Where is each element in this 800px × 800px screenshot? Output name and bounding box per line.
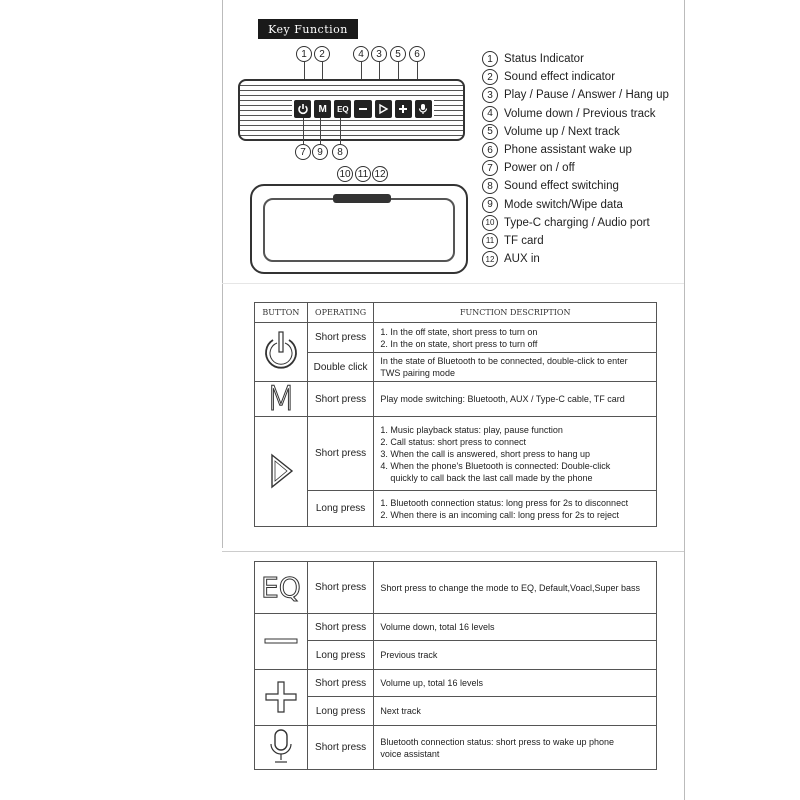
callout-2: 2 (314, 46, 330, 62)
page-edge-right (684, 0, 685, 800)
assistant-description (374, 726, 657, 770)
minus-key-icon (354, 100, 371, 118)
operating-short-press: Short press (307, 726, 374, 770)
legend-text: AUX in (504, 253, 540, 266)
description-line: 4. When the phone's Bluetooth is connected: Double-click (380, 460, 611, 471)
operating-short-press: Short press (307, 670, 374, 697)
legend-item (482, 250, 672, 268)
legend-item (482, 86, 672, 104)
speaker-port-panel (333, 194, 391, 203)
plus-icon (263, 679, 299, 715)
table-row (255, 353, 657, 382)
play-icon (266, 451, 296, 491)
callout-7: 7 (295, 144, 311, 160)
table-header-row (255, 303, 657, 323)
play-long-description (374, 491, 657, 527)
power-icon (262, 329, 300, 373)
play-key-icon (375, 100, 392, 118)
callout-12: 12 (372, 166, 388, 182)
legend-text: Mode switch/Wipe data (504, 198, 623, 211)
table-row (255, 491, 657, 527)
play-short-description (374, 417, 657, 491)
operating-short-press: Short press (307, 323, 374, 353)
legend-item (482, 105, 672, 123)
power-key-icon (294, 100, 311, 118)
operating-short-press: Short press (307, 382, 374, 417)
operating-long-press: Long press (307, 491, 374, 527)
table-row (255, 614, 657, 641)
leader-9 (320, 118, 321, 144)
microphone-icon (266, 727, 296, 767)
operating-short-press: Short press (307, 562, 374, 614)
mode-m-icon: M (266, 379, 296, 419)
description-line: quickly to call back the last call made by the phone (390, 472, 593, 483)
table-row (255, 382, 657, 417)
legend-text: Volume up / Next track (504, 125, 620, 138)
assistant-button-cell (255, 726, 308, 770)
operating-long-press: Long press (307, 641, 374, 670)
table-row (255, 697, 657, 726)
operating-double-click: Double click (307, 353, 374, 382)
leader-8 (340, 118, 341, 144)
header-operating: OPERATING (307, 303, 374, 323)
key-legend (482, 50, 672, 268)
description-line: 1. In the off state, short press to turn on (380, 326, 538, 337)
header-button: BUTTON (255, 303, 308, 323)
callout-3: 3 (371, 46, 387, 62)
callout-6: 6 (409, 46, 425, 62)
table-row (255, 641, 657, 670)
description-line: 2. In the on state, short press to turn off (380, 338, 538, 349)
table-row (255, 562, 657, 614)
legend-num: 9 (482, 197, 498, 213)
legend-text: Power on / off (504, 162, 575, 175)
description-line: 2. When there is an incoming call: long press for 2s to reject (380, 509, 620, 520)
description-line: TWS pairing mode (380, 368, 455, 378)
legend-num: 2 (482, 69, 498, 85)
table-row (255, 417, 657, 491)
legend-item (482, 123, 672, 141)
legend-text: Type-C charging / Audio port (504, 216, 650, 229)
description-line: voice assistant (380, 748, 440, 759)
legend-item (482, 50, 672, 68)
assistant-key-icon (415, 100, 432, 118)
legend-num: 10 (482, 215, 498, 231)
description-line: 3. When the call is answered, short press to hang up (380, 448, 591, 459)
legend-num: 8 (482, 178, 498, 194)
mode-description: Play mode switching: Bluetooth, AUX / Type-C cable, TF card (374, 382, 657, 417)
legend-num: 1 (482, 51, 498, 67)
description-line: 1. Bluetooth connection status: long press for 2s to disconnect (380, 497, 629, 508)
callout-9: 9 (312, 144, 328, 160)
legend-item (482, 159, 672, 177)
legend-num: 4 (482, 106, 498, 122)
page-edge-left (222, 0, 223, 548)
description-line: 2. Call status: short press to connect (380, 436, 526, 447)
play-button-cell (255, 417, 308, 527)
leader-7 (303, 118, 304, 144)
description-line: Bluetooth connection status: short press to wake up phone (380, 736, 615, 747)
legend-text: Sound effect indicator (504, 71, 616, 84)
legend-text: Volume down / Previous track (504, 107, 656, 120)
legend-num: 6 (482, 142, 498, 158)
legend-num: 5 (482, 124, 498, 140)
eq-icon: EQ (261, 570, 301, 604)
description-line: 1. Music playback status: play, pause function (380, 424, 563, 435)
eq-button-cell (255, 562, 308, 614)
page-edge-top-divider (222, 283, 684, 284)
callout-5: 5 (390, 46, 406, 62)
function-table-2 (254, 561, 657, 770)
callout-10: 10 (337, 166, 353, 182)
legend-item (482, 196, 672, 214)
power-double-description (374, 353, 657, 382)
eq-key-icon: EQ (334, 100, 351, 118)
minus-button-cell (255, 614, 308, 670)
legend-num: 11 (482, 233, 498, 249)
plus-button-cell (255, 670, 308, 726)
plus-short-description: Volume up, total 16 levels (374, 670, 657, 697)
function-table-1 (254, 302, 657, 527)
key-function-title: Key Function (258, 19, 358, 39)
legend-item (482, 214, 672, 232)
minus-long-description: Previous track (374, 641, 657, 670)
plus-long-description: Next track (374, 697, 657, 726)
eq-description: Short press to change the mode to EQ, Default,Voacl,Super bass (374, 562, 657, 614)
header-function-description: FUNCTION DESCRIPTION (374, 303, 657, 323)
speaker-button-strip (292, 99, 434, 119)
description-line: In the state of Bluetooth to be connected, double-click to enter (380, 356, 628, 366)
callout-11: 11 (355, 166, 371, 182)
operating-short-press: Short press (307, 417, 374, 491)
minus-icon (263, 636, 299, 646)
legend-num: 3 (482, 87, 498, 103)
legend-item (482, 141, 672, 159)
page-fold-line (222, 551, 684, 552)
legend-num: 7 (482, 160, 498, 176)
legend-item (482, 232, 672, 250)
legend-text: Status Indicator (504, 53, 584, 66)
callout-1: 1 (296, 46, 312, 62)
callout-4: 4 (353, 46, 369, 62)
operating-short-press: Short press (307, 614, 374, 641)
legend-item (482, 68, 672, 86)
legend-text: TF card (504, 234, 544, 247)
speaker-side-grille (263, 198, 455, 262)
minus-short-description: Volume down, total 16 levels (374, 614, 657, 641)
table-row (255, 323, 657, 353)
legend-text: Phone assistant wake up (504, 144, 632, 157)
legend-item (482, 177, 672, 195)
legend-text: Play / Pause / Answer / Hang up (504, 89, 669, 102)
legend-text: Sound effect switching (504, 180, 619, 193)
power-button-cell (255, 323, 308, 382)
power-short-description (374, 323, 657, 353)
mode-button-cell (255, 379, 308, 419)
callout-8: 8 (332, 144, 348, 160)
mode-key-icon: M (314, 100, 331, 118)
legend-num: 12 (482, 251, 498, 267)
plus-key-icon (395, 100, 412, 118)
table-row (255, 726, 657, 770)
table-row (255, 670, 657, 697)
operating-long-press: Long press (307, 697, 374, 726)
